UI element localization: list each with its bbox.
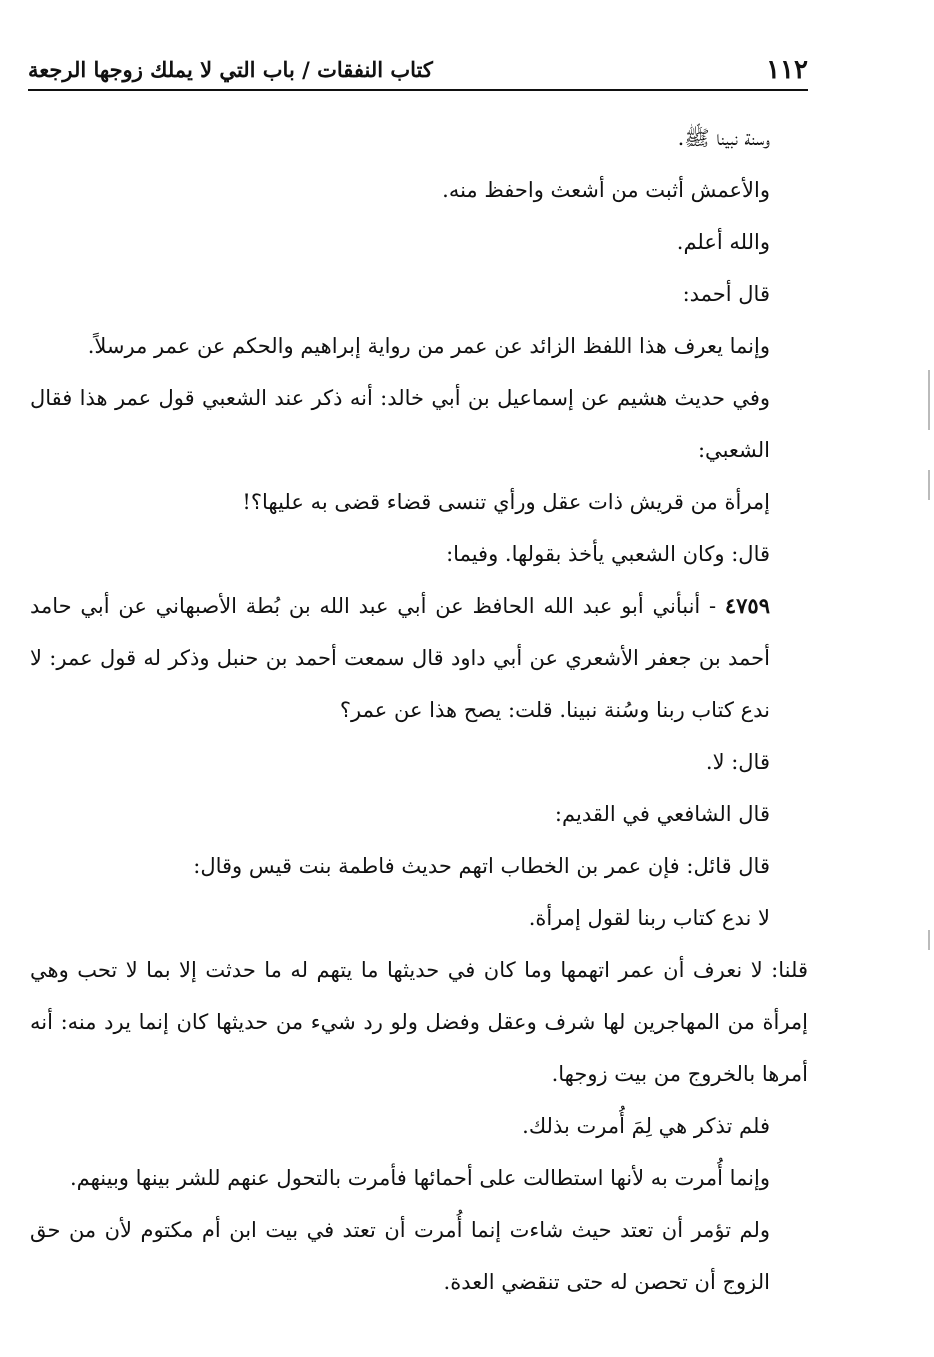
paragraph: فلم تذكر هي لِمَ أُمرت بذلك. [522,1114,770,1138]
hadith-number: ٤٧٥٩ [724,593,770,618]
scan-margin-mark [928,470,930,500]
paragraph: قال قائل: فإن عمر بن الخطاب اتهم حديث فاطمة بنت قيس وقال: [193,854,770,878]
paragraph: قال: لا. [705,750,770,774]
page-number: ١١٢ [766,55,808,85]
running-title: كتاب النفقات / باب التي لا يملك زوجها الرجعة [28,57,433,82]
paragraph: وإنما يعرف هذا اللفظ الزائد عن عمر من رواية إبراهيم والحكم عن عمر مرسلاً. [87,334,770,358]
paragraph: والله أعلم. [676,230,770,254]
paragraph: قال أحمد: [682,282,770,306]
hadith-paragraph [30,580,808,736]
paragraph: قال الشافعي في القديم: [554,802,770,826]
scan-margin-mark [928,370,930,430]
paragraph: إمرأة من قريش ذات عقل ورأي تنسى قضاء قضى به عليها؟! [242,490,770,514]
page-header [28,52,808,88]
paragraph: والأعمش أثبت من أشعث واحفظ منه. [442,178,770,202]
paragraph: لا ندع كتاب ربنا لقول إمرأة. [528,906,770,930]
paragraph: وسنة نبينا ﷺ. [677,126,770,150]
header-divider [28,89,808,91]
paragraph: قال: وكان الشعبي يأخذ بقولها. وفيما: [446,542,770,566]
paragraph: قلنا: لا نعرف أن عمر اتهمها وما كان في حديثها ما يتهم له ما حدثت إلا بما لا تحب وهي إمرأة من المهاجرين لها شرف وعقل وفضل ولو رد شيء من حديثها كان إنما يرد منه: أنه أمرها بالخروج من بيت زوجها. [30,958,808,1086]
paragraph: وإنما أُمرت به لأنها استطالت على أحمائها فأمرت بالتحول عنهم للشر بينها وبينهم. [69,1166,770,1190]
paragraph: وفي حديث هشيم عن إسماعيل بن أبي خالد: أنه ذكر عند الشعبي قول عمر هذا فقال الشعبي: [30,386,770,462]
paragraph: ولم تؤمر أن تعتد حيث شاءت إنما أُمرت أن تعتد في بيت ابن أم مكتوم لأن من حق الزوج أن تحصن له حتى تنقضي العدة. [30,1218,770,1294]
hadith-text: - أنبأني أبو عبد الله الحافظ عن أبي عبد الله بن بُطة الأصبهاني عن أبي حامد أحمد بن جعفر الأشعري عن أبي داود قال سمعت أحمد بن حنبل وذكر له قول عمر: لا ندع كتاب ربنا وسُنة نبينا. قلت: يصح هذا عن عمر؟ [30,594,770,722]
scan-margin-mark [928,930,930,950]
page-body [30,112,808,1308]
